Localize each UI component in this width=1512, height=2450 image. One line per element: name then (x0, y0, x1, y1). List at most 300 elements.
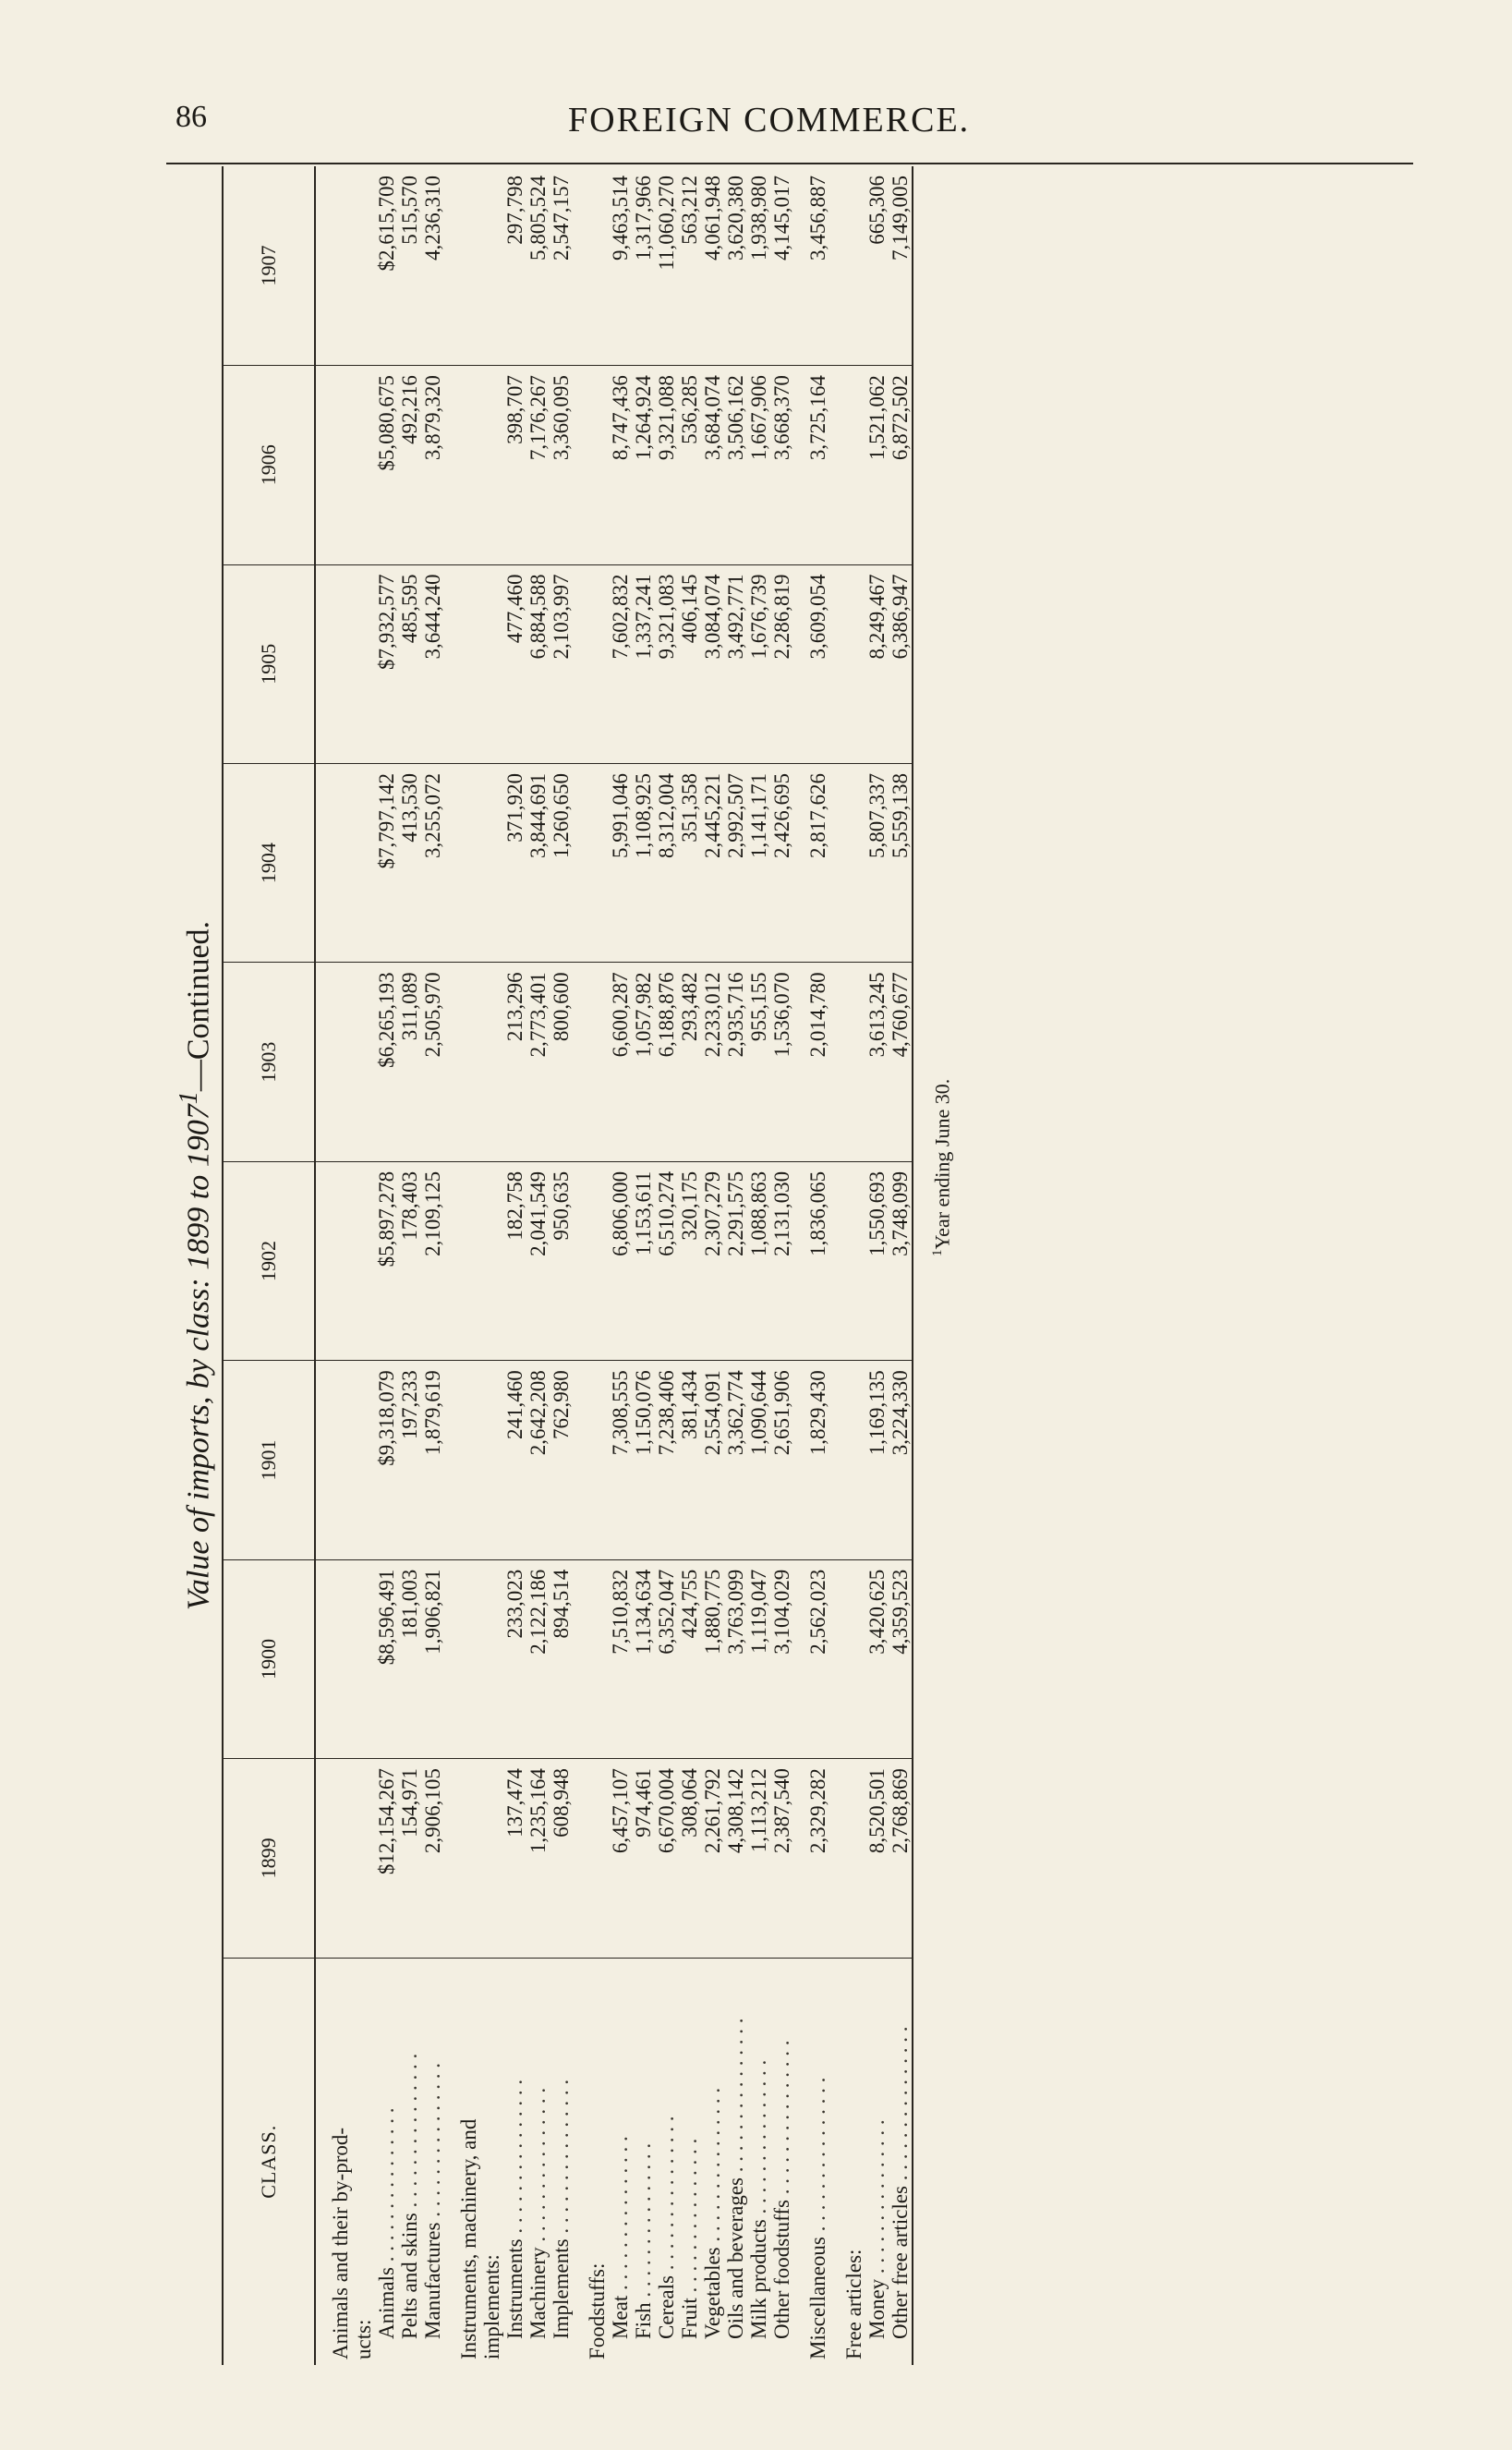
value: 7,149,005 (889, 176, 912, 261)
spacer (480, 1370, 503, 1549)
spacer (352, 176, 375, 356)
value: 3,644,240 (421, 574, 444, 660)
value: 311,089 (398, 972, 421, 1041)
spacer (352, 1768, 375, 1947)
value: 800,600 (550, 972, 573, 1042)
value: 762,980 (550, 1370, 573, 1440)
value: 7,176,267 (526, 375, 550, 461)
spacer (352, 773, 375, 952)
spacer (457, 575, 480, 754)
value: 2,817,626 (806, 772, 829, 858)
year-value-cell (315, 166, 444, 366)
group-heading: Foodstuffs: (586, 2262, 609, 2359)
value: $8,596,491 (375, 1569, 398, 1666)
value: 1,536,070 (770, 972, 793, 1058)
value: 1,337,241 (632, 574, 655, 660)
value: 4,145,017 (770, 176, 793, 261)
value: 2,103,997 (550, 574, 573, 660)
value: 2,505,970 (421, 972, 444, 1058)
year-value-cell (444, 963, 573, 1161)
spacer (586, 1171, 609, 1351)
header-year: 1907 (223, 166, 315, 366)
value: 308,064 (678, 1768, 701, 1838)
value: 381,434 (678, 1370, 701, 1440)
value: 7,238,406 (655, 1370, 678, 1456)
rotated-table-block (157, 166, 1034, 2365)
value: 406,145 (678, 574, 701, 644)
value: 1,260,650 (550, 772, 573, 858)
value: 5,805,524 (526, 176, 550, 261)
header-year: 1904 (223, 763, 315, 962)
value: 3,492,771 (724, 574, 747, 660)
spacer (352, 1570, 375, 1749)
spacer (329, 1768, 352, 1947)
spacer (842, 1570, 865, 1749)
value: 3,684,074 (701, 375, 724, 461)
value: 3,725,164 (806, 375, 829, 461)
value: 137,474 (503, 1768, 526, 1838)
value: 955,155 (747, 972, 770, 1042)
value: 3,609,054 (806, 574, 829, 660)
year-value-cell (315, 1161, 444, 1360)
value: 3,844,691 (526, 772, 550, 858)
value: 1,667,906 (747, 375, 770, 461)
value: 2,286,819 (770, 574, 793, 660)
value: 477,460 (503, 574, 526, 644)
value: 2,233,012 (701, 972, 724, 1058)
year-value-cell (829, 1759, 913, 1958)
year-value-cell (315, 763, 444, 962)
header-year: 1901 (223, 1361, 315, 1559)
table-title-continued: —Continued. (181, 920, 216, 1092)
value: 7,308,555 (609, 1370, 632, 1456)
value: 213,296 (503, 972, 526, 1042)
year-value-cell (573, 1361, 793, 1559)
value: 1,836,065 (806, 1170, 829, 1256)
spacer (842, 1171, 865, 1351)
spacer (457, 1570, 480, 1749)
value: 1,264,924 (632, 375, 655, 461)
value: 2,906,105 (421, 1768, 444, 1854)
year-value-cell (444, 1559, 573, 1758)
class-label-cell (444, 1958, 573, 2365)
value: 1,235,164 (526, 1768, 550, 1854)
value: 320,175 (678, 1170, 701, 1241)
value: $7,797,142 (375, 772, 398, 869)
table-group-row (315, 166, 444, 2365)
value: 485,595 (398, 574, 421, 644)
value: 3,104,029 (770, 1569, 793, 1655)
year-value-cell (315, 564, 444, 763)
spacer (329, 176, 352, 356)
value: 2,773,401 (526, 972, 550, 1058)
value: 2,642,208 (526, 1370, 550, 1456)
value: 293,482 (678, 972, 701, 1042)
value: 5,991,046 (609, 772, 632, 858)
value: 1,090,644 (747, 1370, 770, 1456)
row-label: Manufactures . . . (421, 1968, 444, 2359)
imports-table (222, 166, 913, 2365)
value: 2,547,157 (550, 176, 573, 261)
value: 6,806,000 (609, 1170, 632, 1256)
title-footnote-mark: 1 (175, 1091, 203, 1105)
value: 3,620,380 (724, 176, 747, 261)
value: 1,141,171 (747, 772, 770, 858)
spacer (457, 1768, 480, 1947)
header-year: 1905 (223, 564, 315, 763)
value: 5,807,337 (865, 772, 889, 858)
year-value-cell (829, 1361, 913, 1559)
spacer (457, 375, 480, 554)
value: 154,971 (398, 1768, 421, 1838)
value: 2,426,695 (770, 772, 793, 858)
spacer (480, 1171, 503, 1351)
spacer (842, 1370, 865, 1549)
spacer (586, 1570, 609, 1749)
spacer (480, 1570, 503, 1749)
value: 563,212 (678, 176, 701, 245)
spacer (480, 773, 503, 952)
value: 6,457,107 (609, 1768, 632, 1854)
year-value-cell (315, 1759, 444, 1958)
value: 6,884,588 (526, 574, 550, 660)
header-class: CLASS. (223, 1958, 315, 2365)
value: 2,109,125 (421, 1170, 444, 1256)
value: 181,003 (398, 1569, 421, 1639)
value: 297,798 (503, 176, 526, 245)
year-value-cell (315, 1361, 444, 1559)
value: 2,291,575 (724, 1170, 747, 1256)
group-heading: Instruments, machinery, and (457, 2118, 480, 2359)
row-label: Milk products . . . (747, 1968, 770, 2359)
value: 1,676,739 (747, 574, 770, 660)
group-heading: Animals and their by-prod- (329, 2127, 352, 2359)
value: 2,554,091 (701, 1370, 724, 1456)
footnote-mark: 1 (930, 1249, 945, 1256)
value: 3,255,072 (421, 772, 444, 858)
value: 1,521,062 (865, 375, 889, 461)
year-value-cell (829, 1161, 913, 1360)
year-value-cell (573, 1759, 793, 1958)
value: 9,321,083 (655, 574, 678, 660)
row-label: Other foodstuffs . . . (770, 1968, 793, 2359)
value: 1,057,982 (632, 972, 655, 1058)
value: 4,061,948 (701, 176, 724, 261)
value: 1,879,619 (421, 1370, 444, 1456)
value: 8,249,467 (865, 574, 889, 660)
year-value-cell (315, 366, 444, 564)
row-label: Money . . . (865, 1968, 889, 2359)
value: 1,119,047 (747, 1569, 770, 1654)
row-label: Fruit . . . (678, 1968, 701, 2359)
value: 241,460 (503, 1370, 526, 1440)
year-value-cell (573, 1161, 793, 1360)
class-label-cell (315, 1958, 444, 2365)
value: 398,707 (503, 375, 526, 444)
year-value-cell (573, 366, 793, 564)
value: 2,041,549 (526, 1170, 550, 1256)
value: 1,153,611 (632, 1170, 655, 1255)
value: 3,360,095 (550, 375, 573, 461)
year-value-cell (444, 564, 573, 763)
year-value-cell (793, 564, 829, 763)
value: $9,318,079 (375, 1370, 398, 1466)
header-row (223, 166, 315, 2365)
row-label: Fish . . . (632, 1968, 655, 2359)
value: 6,352,047 (655, 1569, 678, 1655)
value: 1,150,076 (632, 1370, 655, 1456)
year-value-cell (444, 366, 573, 564)
value: 492,216 (398, 375, 421, 444)
value: 894,514 (550, 1569, 573, 1639)
year-value-cell (573, 763, 793, 962)
year-value-cell (829, 366, 913, 564)
header-rule (166, 163, 1413, 164)
year-value-cell (829, 763, 913, 962)
year-value-cell (793, 963, 829, 1161)
value: 1,880,775 (701, 1569, 724, 1655)
group-heading: Free articles: (842, 2249, 865, 2359)
row-label: Instruments . . . (503, 1968, 526, 2359)
value: 2,651,906 (770, 1370, 793, 1456)
spacer (352, 972, 375, 1151)
class-label-cell (573, 1958, 793, 2365)
year-value-cell (573, 166, 793, 366)
group-heading: ucts: (352, 2319, 375, 2359)
row-label: Meat . . . (609, 1968, 632, 2359)
value: 3,420,625 (865, 1569, 889, 1655)
value: 1,108,925 (632, 772, 655, 858)
value: 8,312,004 (655, 772, 678, 858)
value: 3,506,162 (724, 375, 747, 461)
value: 1,317,966 (632, 176, 655, 261)
value: 2,329,282 (806, 1768, 829, 1854)
value: 665,306 (865, 176, 889, 245)
value: $2,615,709 (375, 176, 398, 272)
header-year: 1902 (223, 1161, 315, 1360)
value: 536,285 (678, 375, 701, 444)
value: 1,113,212 (747, 1768, 770, 1853)
year-value-cell (829, 963, 913, 1161)
spacer (842, 1768, 865, 1947)
year-value-cell (444, 1161, 573, 1360)
row-label: Miscellaneous . . . (806, 1968, 829, 2359)
spacer (842, 176, 865, 356)
spacer (457, 1370, 480, 1549)
value: 233,023 (503, 1569, 526, 1639)
row-label: Vegetables . . . (701, 1968, 724, 2359)
value: 1,134,634 (632, 1569, 655, 1655)
value: 2,014,780 (806, 972, 829, 1058)
value: 8,520,501 (865, 1768, 889, 1854)
value: 515,570 (398, 176, 421, 245)
spacer (457, 972, 480, 1151)
table-body (315, 166, 913, 2365)
table-title (157, 166, 222, 2365)
table-title-text: Value of imports, by class: 1899 to 1907 (181, 1104, 216, 1611)
row-label: Oils and beverages . . . (724, 1968, 747, 2359)
value: 197,233 (398, 1370, 421, 1440)
value: 2,445,221 (701, 772, 724, 858)
spacer (329, 972, 352, 1151)
value: 2,261,792 (701, 1768, 724, 1854)
value: 1,550,693 (865, 1170, 889, 1256)
year-value-cell (793, 763, 829, 962)
spacer (457, 176, 480, 356)
year-value-cell (444, 1759, 573, 1958)
spacer (352, 1370, 375, 1549)
value: 182,758 (503, 1170, 526, 1241)
header-year: 1900 (223, 1559, 315, 1758)
spacer (480, 972, 503, 1151)
class-label-cell (829, 1958, 913, 2365)
year-value-cell (793, 1361, 829, 1559)
spacer (329, 375, 352, 554)
spacer (842, 972, 865, 1151)
value: $5,897,278 (375, 1170, 398, 1267)
value: 950,635 (550, 1170, 573, 1241)
row-label: Cereals . . . (655, 1968, 678, 2359)
value: 2,992,507 (724, 772, 747, 858)
year-value-cell (793, 366, 829, 564)
year-value-cell (444, 1361, 573, 1559)
value: 4,760,677 (889, 972, 912, 1058)
spacer (329, 1570, 352, 1749)
value: $5,080,675 (375, 375, 398, 471)
table-group-row (793, 166, 829, 2365)
spacer (329, 575, 352, 754)
running-head: FOREIGN COMMERCE. (568, 101, 971, 139)
year-value-cell (793, 166, 829, 366)
spacer (480, 375, 503, 554)
value: 3,084,074 (701, 574, 724, 660)
value: 3,879,320 (421, 375, 444, 461)
year-value-cell (829, 166, 913, 366)
year-value-cell (829, 564, 913, 763)
value: 608,948 (550, 1768, 573, 1838)
spacer (586, 575, 609, 754)
value: 3,456,887 (806, 176, 829, 261)
year-value-cell (444, 166, 573, 366)
value: $7,932,577 (375, 574, 398, 671)
value: 1,938,980 (747, 176, 770, 261)
value: $12,154,267 (375, 1768, 398, 1875)
year-value-cell (573, 963, 793, 1161)
value: 6,600,287 (609, 972, 632, 1058)
year-value-cell (315, 963, 444, 1161)
value: 178,403 (398, 1170, 421, 1241)
year-value-cell (573, 564, 793, 763)
spacer (480, 176, 503, 356)
table-group-row (573, 166, 793, 2365)
value: 2,768,869 (889, 1768, 912, 1854)
spacer (480, 575, 503, 754)
spacer (842, 375, 865, 554)
year-value-cell (793, 1559, 829, 1758)
value: 6,510,274 (655, 1170, 678, 1256)
group-heading: implements: (480, 2254, 503, 2359)
value: 3,748,099 (889, 1170, 912, 1256)
value: 371,920 (503, 772, 526, 843)
spacer (352, 375, 375, 554)
header-year: 1903 (223, 963, 315, 1161)
value: $6,265,193 (375, 972, 398, 1068)
year-value-cell (793, 1161, 829, 1360)
spacer (842, 575, 865, 754)
table-group-row (444, 166, 573, 2365)
value: 9,463,514 (609, 176, 632, 261)
row-label: Implements . . . (550, 1968, 573, 2359)
year-value-cell (573, 1559, 793, 1758)
row-label: Animals . . . (375, 1968, 398, 2359)
table-group-row (829, 166, 913, 2365)
value: 7,602,832 (609, 574, 632, 660)
value: 4,236,310 (421, 176, 444, 261)
value: 5,559,138 (889, 772, 912, 858)
row-label: Machinery . . . (526, 1968, 550, 2359)
value: 424,755 (678, 1569, 701, 1639)
row-label: Other free articles . . . (889, 1968, 912, 2359)
value: 3,224,330 (889, 1370, 912, 1456)
year-value-cell (315, 1559, 444, 1758)
value: 1,169,135 (865, 1370, 889, 1456)
spacer (586, 1370, 609, 1549)
value: 1,829,430 (806, 1370, 829, 1456)
spacer (586, 375, 609, 554)
value: 7,510,832 (609, 1569, 632, 1655)
header-year: 1899 (223, 1759, 315, 1958)
spacer (586, 972, 609, 1151)
spacer (586, 176, 609, 356)
value: 974,461 (632, 1768, 655, 1838)
value: 6,872,502 (889, 375, 912, 461)
header-year: 1906 (223, 366, 315, 564)
footnote-text: Year ending June 30. (930, 1078, 954, 1250)
year-value-cell (444, 763, 573, 962)
value: 2,562,023 (806, 1569, 829, 1655)
row-label: Pelts and skins . . . (398, 1968, 421, 2359)
class-label-cell (793, 1958, 829, 2365)
footnote (930, 166, 954, 1256)
spacer (586, 1768, 609, 1947)
spacer (352, 1171, 375, 1351)
value: 3,668,370 (770, 375, 793, 461)
spacer (329, 773, 352, 952)
value: 6,386,947 (889, 574, 912, 660)
value: 11,060,270 (655, 176, 678, 271)
value: 6,670,004 (655, 1768, 678, 1854)
value: 3,613,245 (865, 972, 889, 1058)
value: 351,358 (678, 772, 701, 843)
value: 3,362,774 (724, 1370, 747, 1456)
value: 2,307,279 (701, 1170, 724, 1256)
spacer (480, 1768, 503, 1947)
value: 6,188,876 (655, 972, 678, 1058)
spacer (842, 773, 865, 952)
value: 9,321,088 (655, 375, 678, 461)
value: 2,122,186 (526, 1569, 550, 1655)
value: 1,088,863 (747, 1170, 770, 1256)
year-value-cell (793, 1759, 829, 1958)
value: 4,359,523 (889, 1569, 912, 1655)
value: 8,747,436 (609, 375, 632, 461)
spacer (329, 1171, 352, 1351)
value: 1,906,821 (421, 1569, 444, 1655)
spacer (586, 773, 609, 952)
spacer (457, 1171, 480, 1351)
value: 2,935,716 (724, 972, 747, 1058)
value: 3,763,099 (724, 1569, 747, 1655)
